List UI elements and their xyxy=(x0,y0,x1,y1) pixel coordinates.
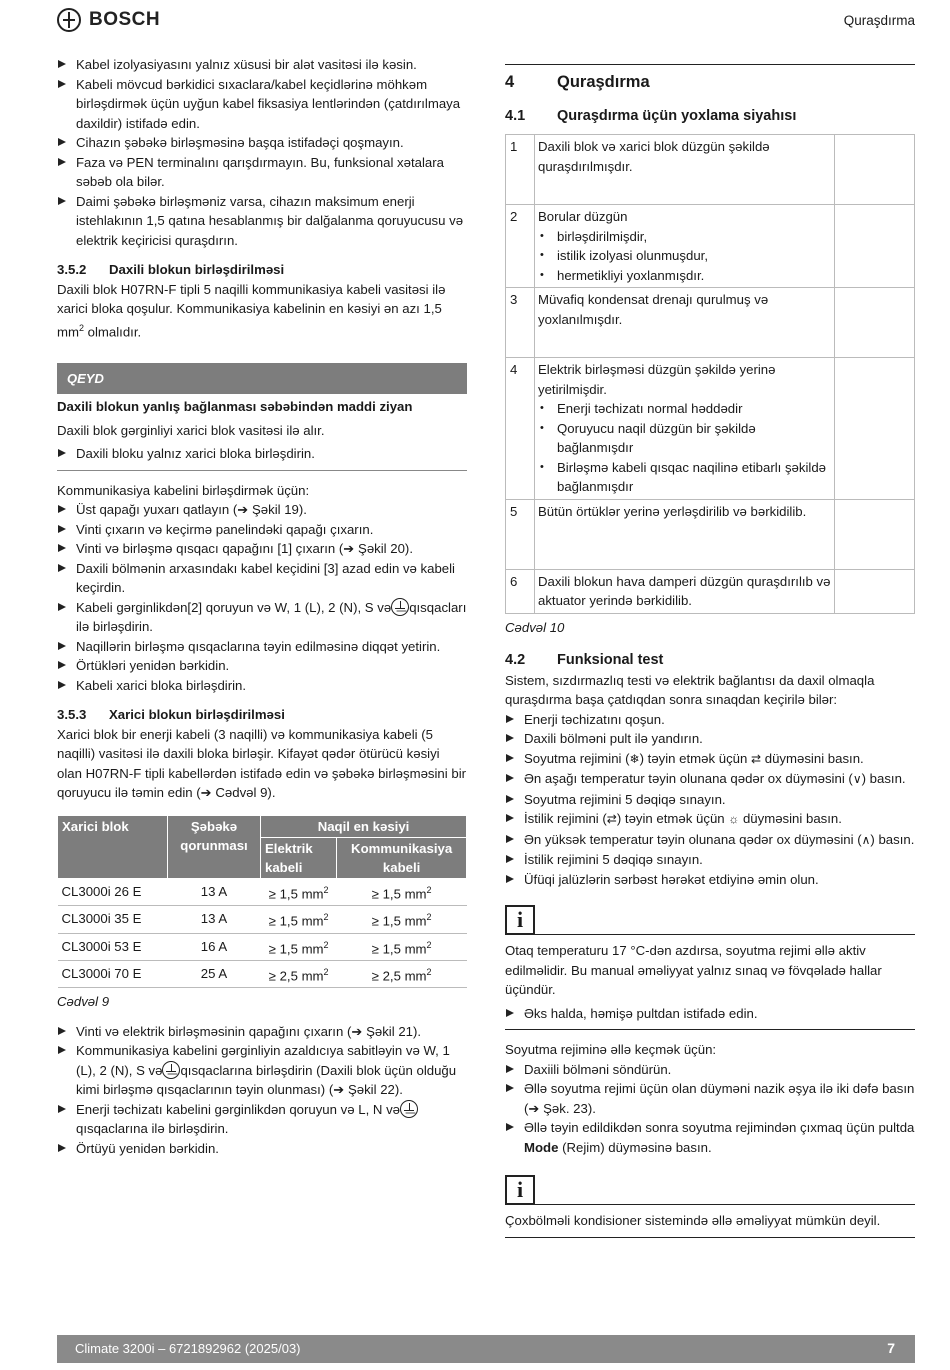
sun-icon: ☼ xyxy=(728,812,740,826)
divider xyxy=(505,64,915,65)
list-item: Kabeli mövcud bərkidici sıxaclara/kabel keçidlərinə möhkəm birləşdirmək üçün uyğun kabel fiksasiya lentlərindən (çatdırılmaya daxildir) istifadə edin. xyxy=(57,75,467,134)
list-item: Soyutma rejimini 5 dəqiqə sınayın. xyxy=(505,790,915,810)
page-header xyxy=(57,8,915,34)
list-item: Əks halda, həmişə pultdan istifadə edin. xyxy=(505,1004,915,1024)
arrow-down-icon: ∨ xyxy=(852,772,862,786)
list-item: Daxili bölmənin arxasındakı kabel keçidini [3] azad edin və kabeli keçirdin. xyxy=(57,559,467,598)
info-icon: i xyxy=(505,905,535,935)
list-item: İstilik rejimini 5 dəqiqə sınayın. xyxy=(505,850,915,870)
list-item: Vinti və birləşmə qısqacı qapağını [1] çıxarın (➔ Şəkil 20). xyxy=(57,539,467,559)
right-column xyxy=(505,55,915,1238)
list-item: Örtüyü yenidən bərkidin. xyxy=(57,1139,467,1159)
info-text: Çoxbölməli kondisioner sistemində əllə əməliyyat mümkün deyil. xyxy=(505,1213,881,1228)
list-item: Enerji təchizatı kabelini gərginlikdən qoruyun və L, N və qısqaclarına ilə birləşdirin. xyxy=(57,1100,467,1139)
list-item: Örtükləri yenidən bərkidin. xyxy=(57,656,467,676)
snowflake-icon: ❄ xyxy=(629,751,640,766)
table-caption: Cədvəl 9 xyxy=(57,994,110,1010)
check-box-cell[interactable] xyxy=(835,135,915,205)
list-item: Cihazın şəbəkə birləşməsinə başqa istifadəçi qoşmayın. xyxy=(57,133,467,153)
earth-ground-icon xyxy=(400,1100,418,1118)
mode-cycle-icon: ⇄ xyxy=(606,812,617,826)
list-item: İstilik rejimini (⇄) təyin etmək üçün ☼ düyməsini basın. xyxy=(505,809,915,830)
section-heading-3-5-2: 3.5.2 Daxili blokun birləşdirilməsi xyxy=(57,262,285,277)
earth-ground-icon xyxy=(162,1061,180,1079)
list-item: Kommunikasiya kabelini gərginliyin azaldıcıya sabitləyin və W, 1 (L), 2 (N), S və qısqaclarına birləşdirin (Daxili blok üçün olduğu kimi birləşmə qısqaclarının təyin olunması) (➔ Şəkil 22). xyxy=(57,1041,467,1100)
list-item: Faza və PEN terminalını qarışdırmayın. Bu, funksional xətalara səbəb ola bilər. xyxy=(57,153,467,192)
notice-bullet-list xyxy=(57,444,467,464)
list-item: Daxili bölməni pult ilə yandırın. xyxy=(505,729,915,749)
table-row: CL3000i 53 E 16 A ≥ 1,5 $mm^2$ ≥ 1,5 $mm^2$ xyxy=(58,933,467,960)
section-text: Daxili blok H07RN-F tipli 5 naqilli kommunikasiya kabeli vasitəsi ilə xarici bloka qoşulur. Kommunikasiya kabelinin en kəsiyi ən azı 1,5 $mm^2$ olmalıdır. xyxy=(57,281,446,339)
check-box-cell[interactable] xyxy=(835,569,915,613)
list-item: Ən yüksək temperatur təyin olunana qədər ox düyməsini (∧) basın. xyxy=(505,830,915,851)
table-9 xyxy=(57,815,467,989)
page-number: 7 xyxy=(887,1340,895,1356)
table-row: CL3000i 35 E 13 A ≥ 1,5 $mm^2$ ≥ 1,5 $mm^2$ xyxy=(58,906,467,933)
list-item: Naqillərin birləşmə qısqaclarına təyin edilməsinə diqqət yetirin. xyxy=(57,637,467,657)
table-row: 5 Bütün örtüklər yerinə yerləşdirilib və bərkidilib. xyxy=(506,499,915,569)
section-text: Xarici blok bir enerji kabeli (3 naqilli) və kommunikasiya kabeli (5 naqilli) vasitəsi ilə daxili bloka birləşir. Kifayət qədər ötürücü kəsiyi olan H07RN-F tipli kabellərdən istifadə edin və şəbəkə birləşməsini bir qoruyucu ilə təmin edin (➔ Cədvəl 9). xyxy=(57,726,467,801)
list-item: Enerji təchizatını qoşun. xyxy=(505,710,915,730)
info-box xyxy=(505,905,915,1030)
manual-steps-list xyxy=(505,1060,915,1158)
table-caption: Cədvəl 10 xyxy=(505,619,565,635)
list-item: Daxiili bölməni söndürün. xyxy=(505,1060,915,1080)
safety-bullet-list xyxy=(57,55,467,250)
notice-label: QEYD xyxy=(57,363,467,394)
table-row: CL3000i 70 E 25 A ≥ 2,5 $mm^2$ ≥ 2,5 $mm^2$ xyxy=(58,961,467,988)
earth-ground-icon xyxy=(391,598,409,616)
checklist-table xyxy=(505,134,915,614)
left-column xyxy=(57,55,467,1158)
mode-button-label: Mode xyxy=(524,1139,559,1155)
list-item: Kabeli gərginlikdən[2] qoruyun və W, 1 (L), 2 (N), S və qısqacları ilə birləşdirin. xyxy=(57,598,467,637)
info-bullet-list xyxy=(505,1004,915,1024)
table-row: 3 Müvafiq kondensat drenajı qurulmuş və yoxlanılmışdır. xyxy=(506,288,915,358)
check-box-cell[interactable] xyxy=(835,288,915,358)
brand-name: BOSCH xyxy=(89,9,161,31)
outdoor-steps-list xyxy=(57,1022,467,1159)
manual-intro: Soyutma rejiminə əllə keçmək üçün: xyxy=(505,1042,717,1057)
chapter-title: Quraşdırma xyxy=(843,13,915,28)
notice-text: Daxili blok gərginliyi xarici blok vasitəsi ilə alır. xyxy=(57,422,325,438)
check-box-cell[interactable] xyxy=(835,358,915,500)
comm-intro: Kommunikasiya kabelini birləşdirmək üçün: xyxy=(57,482,310,498)
list-item: Əllə soyutma rejimi üçün olan düyməni nazik əşya ilə iki dəfə basın (➔ Şək. 23). xyxy=(505,1079,915,1118)
list-item: Soyutma rejimini (❄) təyin etmək üçün ⇄ düyməsini basın. xyxy=(505,749,915,770)
chapter-heading-4: 4 Quraşdırma xyxy=(505,73,650,91)
section-text: Sistem, sızdırmazlıq testi və elektrik bağlantısı da daxil olmaqla quraşdırma başa çatdıqdan sonra sınaqdan keçirilə bilər: xyxy=(505,672,875,707)
table-header: Naqil en kəsiyi xyxy=(261,815,467,837)
table-row: 6 Daxili blokun hava damperi düzgün quraşdırılıb və aktuator yerində bərkidilib. xyxy=(506,569,915,613)
list-item: Vinti və elektrik birləşməsinin qapağını çıxarın (➔ Şəkil 21). xyxy=(57,1022,467,1042)
mode-cycle-icon: ⇄ xyxy=(751,751,762,766)
info-text: Otaq temperaturu 17 °C-dən azdırsa, soyutma rejimi əllə aktiv edilməlidir. Bu manual əməliyyat yalnız sınaq və fövqəladə hallar üçündür. xyxy=(505,943,882,997)
list-item: Kabeli xarici bloka birləşdirin. xyxy=(57,676,467,696)
comm-steps-list xyxy=(57,500,467,695)
section-heading-3-5-3: 3.5.3 Xarici blokun birləşdirilməsi xyxy=(57,707,285,723)
table-header: Şəbəkə qorunması xyxy=(168,815,261,878)
table-row: 1 Daxili blok və xarici blok düzgün şəkildə quraşdırılmışdır. xyxy=(506,135,915,205)
test-steps-list xyxy=(505,710,915,890)
notice-box xyxy=(57,363,467,471)
table-row: 4 Elektrik birləşməsi düzgün şəkildə yerinə yetirilmişdir. • Enerji təchizatı normal həddədir • Qoruyucu naqil düzgün bir şəkildə bağlanmışdır • Birləşmə kabeli qısqac naqilinə etibarlı şəkildə bağlanmışdır xyxy=(506,358,915,500)
info-box xyxy=(505,1175,915,1238)
list-item: Əllə təyin edildikdən sonra soyutma rejimindən çıxmaq üçün pultda Mode (Rejim) düyməsinə basın. xyxy=(505,1118,915,1157)
bosch-armature-icon xyxy=(57,8,81,32)
table-header: Xarici blok xyxy=(58,815,168,878)
section-heading-4-2: 4.2 Funksional test xyxy=(505,652,664,668)
list-item: Ən aşağı temperatur təyin olunana qədər ox düyməsini (∨) basın. xyxy=(505,769,915,790)
list-item: Üfüqi jalüzlərin sərbəst hərəkət etdiyinə əmin olun. xyxy=(505,870,915,890)
notice-title: Daxili blokun yanlış bağlanması səbəbindən maddi ziyan xyxy=(57,399,413,415)
page-footer xyxy=(57,1335,915,1363)
table-header: Elektrik kabeli xyxy=(261,837,337,878)
list-item: Vinti çıxarın və keçirmə panelindəki qapağı çıxarın. xyxy=(57,520,467,540)
table-row: 2 Borular düzgün • birləşdirilmişdir, • istilik izolyasi olunmuşdur, • hermetikliyi yoxlanmışdır. xyxy=(506,205,915,288)
list-item: Daimi şəbəkə birləşməniz varsa, cihazın maksimum enerji istehlakının 1,5 qatına hesablanmış bir dalğalanma qoruyucusu və elektrik keçiricisi quraşdırın. xyxy=(57,192,467,251)
list-item: Kabel izolyasiyasını yalnız xüsusi bir alət vasitəsi ilə kəsin. xyxy=(57,55,467,75)
list-item: Üst qapağı yuxarı qatlayın (➔ Şəkil 19). xyxy=(57,500,467,520)
list-item: Daxili bloku yalnız xarici bloka birləşdirin. xyxy=(57,444,467,464)
check-box-cell[interactable] xyxy=(835,205,915,288)
table-header: Kommunikasiya kabeli xyxy=(337,837,467,878)
check-box-cell[interactable] xyxy=(835,499,915,569)
section-heading-4-1: 4.1 Quraşdırma üçün yoxlama siyahısı xyxy=(505,107,797,124)
info-icon: i xyxy=(505,1175,535,1205)
bosch-logo xyxy=(57,8,160,32)
arrow-up-icon: ∧ xyxy=(861,832,871,847)
table-row: CL3000i 26 E 13 A ≥ 1,5 $mm^2$ ≥ 1,5 $mm^2$ xyxy=(58,878,467,905)
footer-text: Climate 3200i – 6721892962 (2025/03) xyxy=(75,1341,301,1356)
